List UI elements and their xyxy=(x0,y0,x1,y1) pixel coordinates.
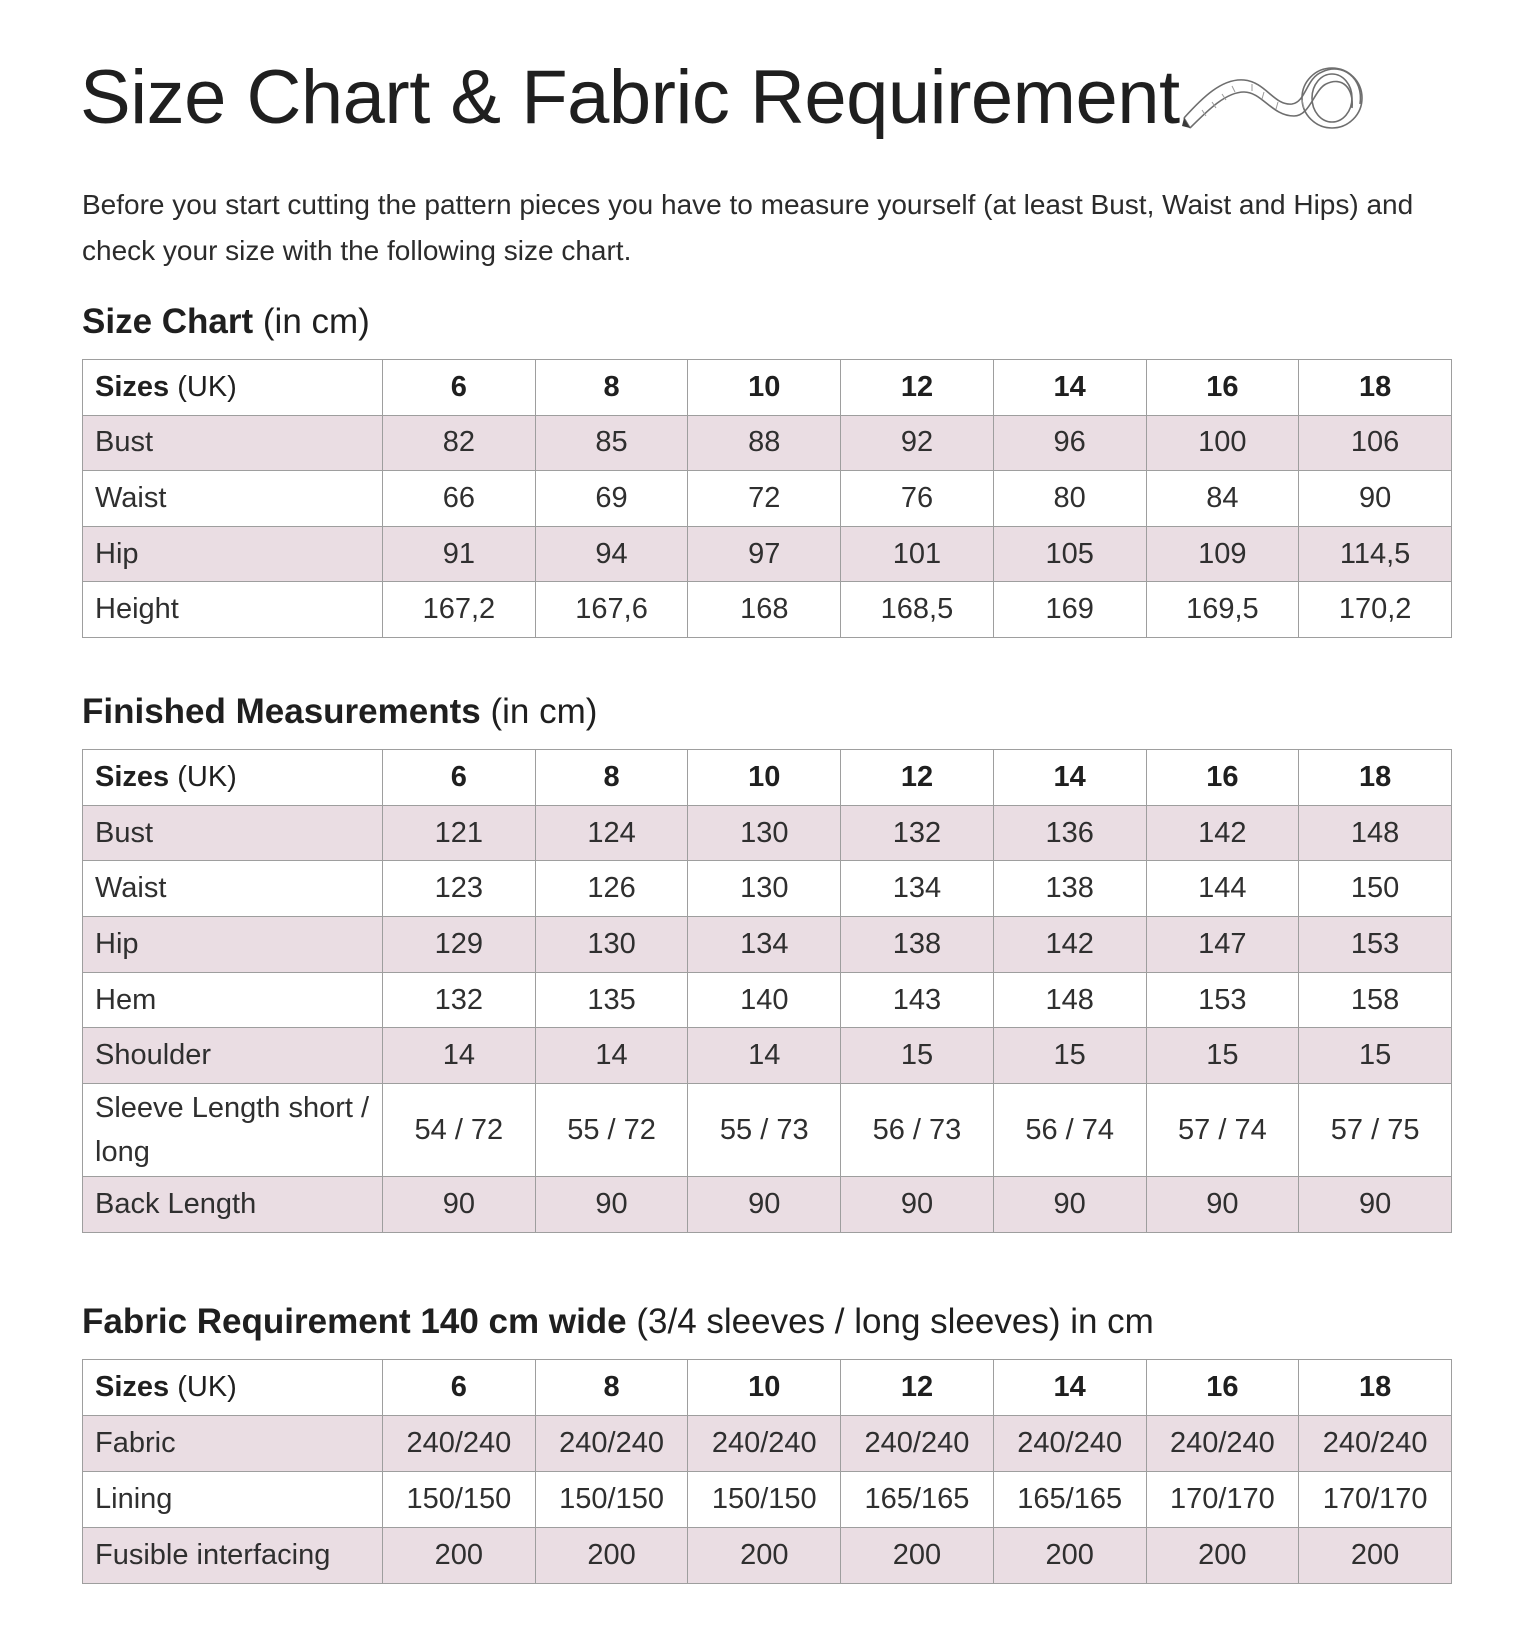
table-cell: 200 xyxy=(993,1528,1146,1584)
size-header-cell: 18 xyxy=(1299,360,1452,416)
table-cell: 200 xyxy=(383,1528,536,1584)
table-cell: 240/240 xyxy=(688,1416,841,1472)
table-cell: 15 xyxy=(993,1028,1146,1084)
table-cell: 142 xyxy=(993,917,1146,973)
size-header-cell: 8 xyxy=(535,750,688,806)
row-label: Sleeve Length short / long xyxy=(83,1084,383,1177)
table-cell: 167,6 xyxy=(535,582,688,638)
table-cell: 57 / 74 xyxy=(1146,1084,1299,1177)
table-cell: 168,5 xyxy=(841,582,994,638)
table-cell: 15 xyxy=(1299,1028,1452,1084)
table-cell: 132 xyxy=(841,805,994,861)
table-row xyxy=(83,1528,1452,1584)
table-cell: 109 xyxy=(1146,526,1299,582)
table-row xyxy=(83,1416,1452,1472)
table-cell: 240/240 xyxy=(1146,1416,1299,1472)
table-cell: 200 xyxy=(1146,1528,1299,1584)
table-cell: 101 xyxy=(841,526,994,582)
table-cell: 82 xyxy=(383,415,536,471)
table-cell: 14 xyxy=(688,1028,841,1084)
table-cell: 66 xyxy=(383,471,536,527)
measuring-tape-icon xyxy=(1182,58,1368,136)
row-label: Waist xyxy=(83,471,383,527)
table-row xyxy=(83,1028,1452,1084)
table-row xyxy=(83,972,1452,1028)
heading-unit: (in cm) xyxy=(490,692,598,731)
size-header-cell: 6 xyxy=(383,750,536,806)
table-cell: 130 xyxy=(688,861,841,917)
row-label: Back Length xyxy=(83,1177,383,1233)
table-cell: 170,2 xyxy=(1299,582,1452,638)
table-cell: 14 xyxy=(383,1028,536,1084)
table-cell: 94 xyxy=(535,526,688,582)
table-cell: 80 xyxy=(993,471,1146,527)
size-header-cell: 14 xyxy=(993,1360,1146,1416)
size-header-cell: 14 xyxy=(993,360,1146,416)
table-cell: 135 xyxy=(535,972,688,1028)
finished-measurements-heading xyxy=(82,692,597,732)
table-row xyxy=(83,1084,1452,1177)
table-row xyxy=(83,526,1452,582)
table-cell: 200 xyxy=(841,1528,994,1584)
size-chart-table xyxy=(82,359,1452,638)
table-cell: 134 xyxy=(841,861,994,917)
heading-bold: Size Chart xyxy=(82,302,254,341)
row-label: Hem xyxy=(83,972,383,1028)
table-cell: 90 xyxy=(1299,471,1452,527)
sizes-header-cell xyxy=(83,360,383,416)
table-cell: 123 xyxy=(383,861,536,917)
table-cell: 143 xyxy=(841,972,994,1028)
row-label: Bust xyxy=(83,415,383,471)
table-cell: 147 xyxy=(1146,917,1299,973)
table-cell: 148 xyxy=(993,972,1146,1028)
table-cell: 148 xyxy=(1299,805,1452,861)
table-cell: 124 xyxy=(535,805,688,861)
table-cell: 200 xyxy=(535,1528,688,1584)
table-cell: 129 xyxy=(383,917,536,973)
table-cell: 57 / 75 xyxy=(1299,1084,1452,1177)
fabric-requirement-heading xyxy=(82,1302,1154,1342)
table-row xyxy=(83,805,1452,861)
finished-measurements-table xyxy=(82,749,1452,1233)
row-label: Waist xyxy=(83,861,383,917)
size-header-cell: 10 xyxy=(688,360,841,416)
table-row xyxy=(83,415,1452,471)
table-cell: 142 xyxy=(1146,805,1299,861)
table-cell: 167,2 xyxy=(383,582,536,638)
table-cell: 15 xyxy=(841,1028,994,1084)
table-cell: 165/165 xyxy=(993,1472,1146,1528)
table-cell: 14 xyxy=(535,1028,688,1084)
size-header-cell: 18 xyxy=(1299,750,1452,806)
table-row xyxy=(83,582,1452,638)
table-row xyxy=(83,861,1452,917)
row-label: Shoulder xyxy=(83,1028,383,1084)
sizes-header-cell xyxy=(83,750,383,806)
table-cell: 84 xyxy=(1146,471,1299,527)
table-cell: 72 xyxy=(688,471,841,527)
table-cell: 169,5 xyxy=(1146,582,1299,638)
table-cell: 97 xyxy=(688,526,841,582)
table-cell: 140 xyxy=(688,972,841,1028)
heading-unit: (3/4 sleeves / long sleeves) in cm xyxy=(636,1302,1154,1341)
size-header-cell: 18 xyxy=(1299,1360,1452,1416)
heading-unit: (in cm) xyxy=(262,302,370,341)
table-cell: 144 xyxy=(1146,861,1299,917)
table-cell: 130 xyxy=(688,805,841,861)
table-cell: 91 xyxy=(383,526,536,582)
size-chart-heading xyxy=(82,302,370,342)
row-label: Fusible interfacing xyxy=(83,1528,383,1584)
size-header-cell: 8 xyxy=(535,1360,688,1416)
table-cell: 121 xyxy=(383,805,536,861)
table-cell: 240/240 xyxy=(383,1416,536,1472)
table-cell: 15 xyxy=(1146,1028,1299,1084)
size-header-cell: 6 xyxy=(383,360,536,416)
heading-bold: Finished Measurements xyxy=(82,692,481,731)
row-label: Bust xyxy=(83,805,383,861)
size-header-cell: 16 xyxy=(1146,360,1299,416)
page-title: Size Chart & Fabric Requirement xyxy=(80,55,1180,140)
table-cell: 153 xyxy=(1146,972,1299,1028)
sizes-unit: (UK) xyxy=(177,370,237,403)
table-cell: 150 xyxy=(1299,861,1452,917)
sizes-label: Sizes xyxy=(95,1371,170,1403)
fabric-requirement-table xyxy=(82,1359,1452,1584)
heading-bold: Fabric Requirement 140 cm wide xyxy=(82,1302,627,1341)
table-cell: 240/240 xyxy=(535,1416,688,1472)
table-cell: 76 xyxy=(841,471,994,527)
table-cell: 55 / 73 xyxy=(688,1084,841,1177)
table-cell: 132 xyxy=(383,972,536,1028)
table-cell: 56 / 73 xyxy=(841,1084,994,1177)
size-header-cell: 14 xyxy=(993,750,1146,806)
table-cell: 105 xyxy=(993,526,1146,582)
table-cell: 130 xyxy=(535,917,688,973)
table-cell: 134 xyxy=(688,917,841,973)
sizes-label: Sizes xyxy=(95,760,170,793)
table-cell: 90 xyxy=(383,1177,536,1233)
size-header-cell: 6 xyxy=(383,1360,536,1416)
table-cell: 150/150 xyxy=(688,1472,841,1528)
row-label: Hip xyxy=(83,526,383,582)
table-row xyxy=(83,1472,1452,1528)
table-cell: 136 xyxy=(993,805,1146,861)
table-cell: 150/150 xyxy=(383,1472,536,1528)
table-row xyxy=(83,917,1452,973)
table-cell: 138 xyxy=(841,917,994,973)
table-cell: 240/240 xyxy=(993,1416,1146,1472)
sizes-label: Sizes xyxy=(95,370,170,403)
table-cell: 90 xyxy=(688,1177,841,1233)
sizes-unit: (UK) xyxy=(177,760,237,793)
table-cell: 92 xyxy=(841,415,994,471)
table-cell: 90 xyxy=(535,1177,688,1233)
size-header-cell: 16 xyxy=(1146,1360,1299,1416)
row-label: Height xyxy=(83,582,383,638)
table-cell: 170/170 xyxy=(1299,1472,1452,1528)
sizes-unit: (UK) xyxy=(177,1371,237,1403)
table-cell: 90 xyxy=(1299,1177,1452,1233)
size-header-cell: 12 xyxy=(841,1360,994,1416)
table-cell: 85 xyxy=(535,415,688,471)
table-cell: 54 / 72 xyxy=(383,1084,536,1177)
table-row xyxy=(83,471,1452,527)
table-cell: 90 xyxy=(1146,1177,1299,1233)
size-header-cell: 12 xyxy=(841,360,994,416)
sizes-header-cell xyxy=(83,1360,383,1416)
table-cell: 106 xyxy=(1299,415,1452,471)
table-cell: 170/170 xyxy=(1146,1472,1299,1528)
row-label: Fabric xyxy=(83,1416,383,1472)
table-header-row xyxy=(83,360,1452,416)
table-cell: 56 / 74 xyxy=(993,1084,1146,1177)
table-cell: 90 xyxy=(841,1177,994,1233)
table-cell: 200 xyxy=(1299,1528,1452,1584)
table-cell: 158 xyxy=(1299,972,1452,1028)
table-cell: 240/240 xyxy=(841,1416,994,1472)
table-cell: 165/165 xyxy=(841,1472,994,1528)
table-header-row xyxy=(83,1360,1452,1416)
size-header-cell: 8 xyxy=(535,360,688,416)
size-header-cell: 10 xyxy=(688,750,841,806)
size-header-cell: 16 xyxy=(1146,750,1299,806)
intro-paragraph: Before you start cutting the pattern pieces you have to measure yourself (at least Bust, Waist and Hips) and check your size with the following size chart. xyxy=(82,189,1414,266)
size-header-cell: 10 xyxy=(688,1360,841,1416)
table-cell: 100 xyxy=(1146,415,1299,471)
table-cell: 150/150 xyxy=(535,1472,688,1528)
table-cell: 69 xyxy=(535,471,688,527)
table-cell: 114,5 xyxy=(1299,526,1452,582)
size-header-cell: 12 xyxy=(841,750,994,806)
row-label: Lining xyxy=(83,1472,383,1528)
table-cell: 200 xyxy=(688,1528,841,1584)
table-cell: 90 xyxy=(993,1177,1146,1233)
table-cell: 153 xyxy=(1299,917,1452,973)
table-cell: 126 xyxy=(535,861,688,917)
table-cell: 169 xyxy=(993,582,1146,638)
table-row xyxy=(83,1177,1452,1233)
table-cell: 55 / 72 xyxy=(535,1084,688,1177)
table-header-row xyxy=(83,750,1452,806)
table-cell: 88 xyxy=(688,415,841,471)
table-cell: 168 xyxy=(688,582,841,638)
table-cell: 240/240 xyxy=(1299,1416,1452,1472)
table-cell: 138 xyxy=(993,861,1146,917)
row-label: Hip xyxy=(83,917,383,973)
table-cell: 96 xyxy=(993,415,1146,471)
